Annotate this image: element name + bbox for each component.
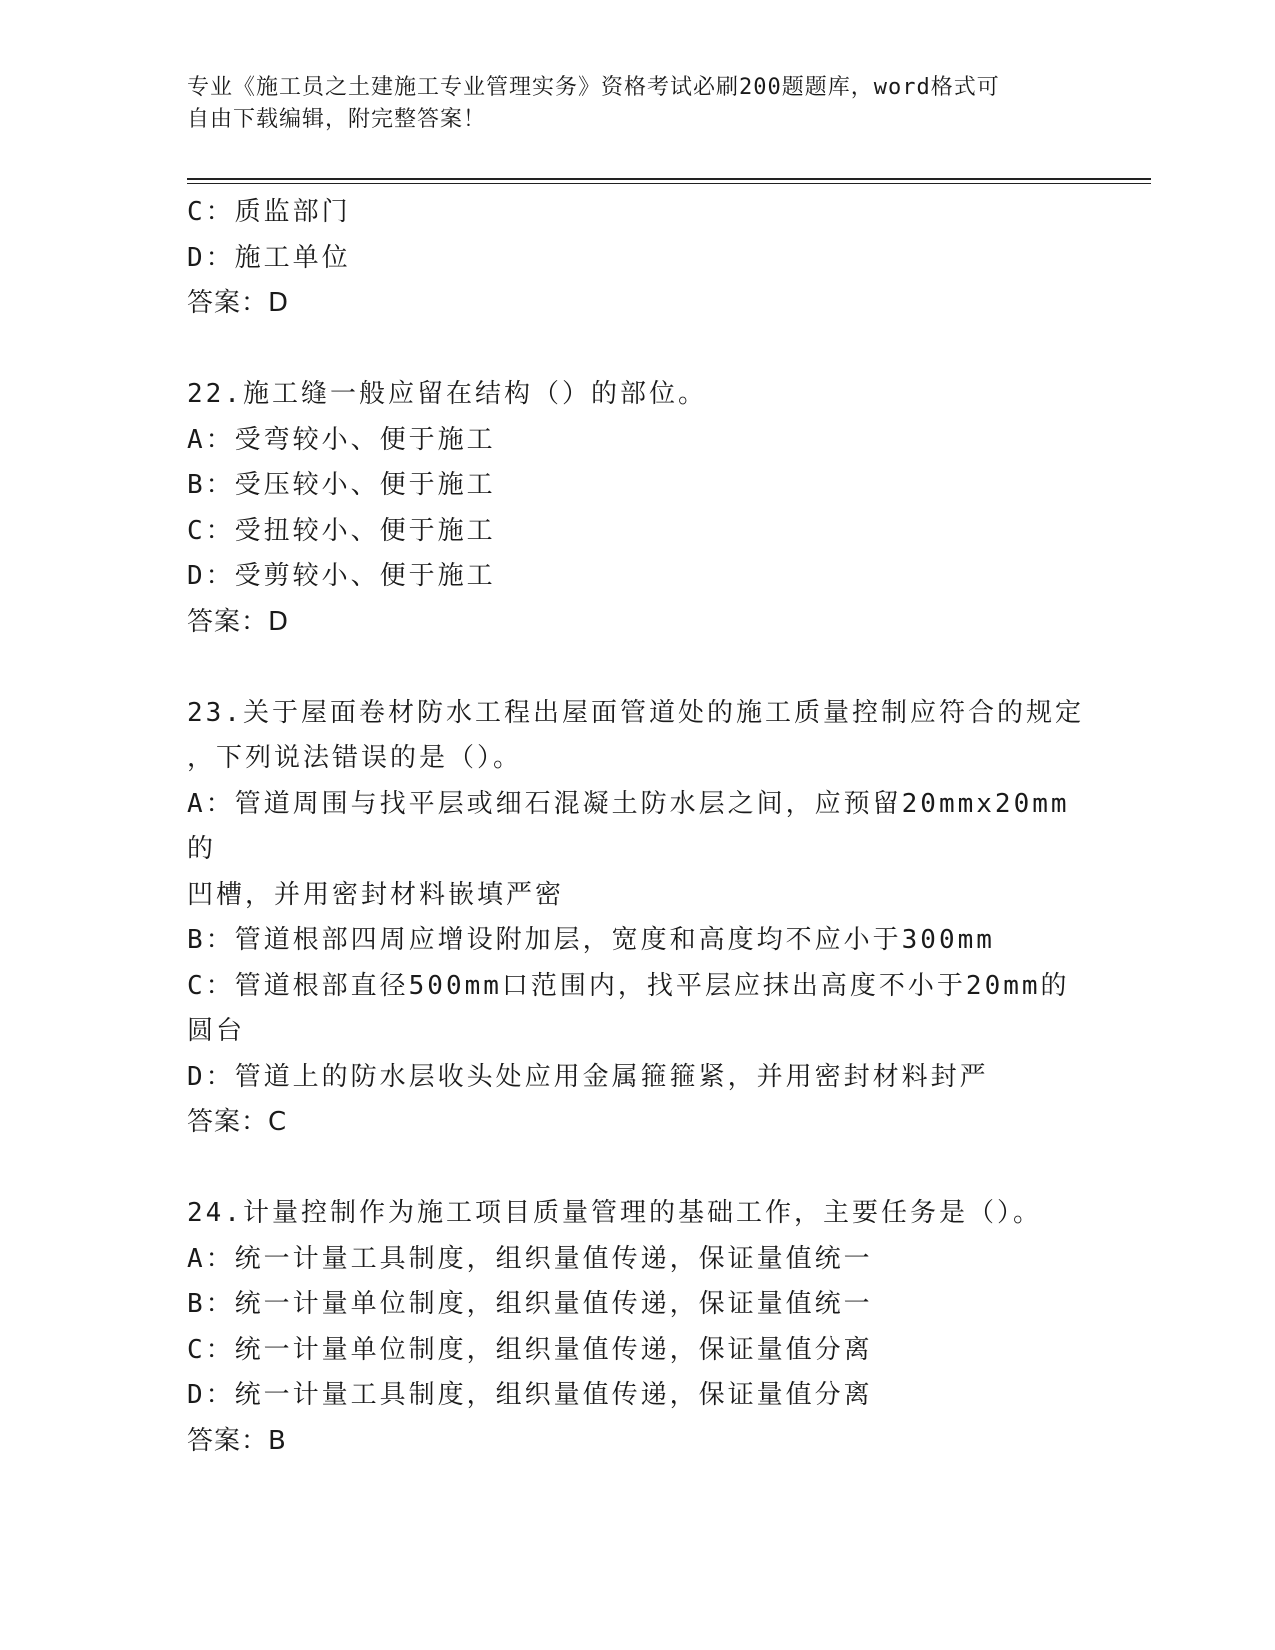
answer-label: 答案：B bbox=[187, 1425, 287, 1456]
question-block-22 bbox=[187, 372, 1087, 645]
answer-label: 答案：C bbox=[187, 1107, 288, 1137]
question-text-line-2: ，下列说法错误的是（）。 bbox=[187, 743, 523, 773]
answer-label: 答案：D bbox=[187, 606, 290, 637]
header-divider-thick bbox=[187, 178, 1151, 180]
document-header bbox=[187, 72, 1067, 136]
option-c-line-2: 圆台 bbox=[187, 1016, 246, 1046]
question-block-23 bbox=[187, 691, 1087, 1146]
option-a: A：统一计量工具制度，组织量值传递，保证量值统一 bbox=[187, 1243, 873, 1274]
question-text-line-1: 23.关于屋面卷材防水工程出屋面管道处的施工质量控制应符合的规定 bbox=[187, 697, 1084, 728]
option-d: D：管道上的防水层收头处应用金属箍箍紧，并用密封材料封严 bbox=[187, 1061, 989, 1092]
question-block-21 bbox=[187, 190, 1087, 327]
option-d: D：受剪较小、便于施工 bbox=[187, 561, 496, 591]
option-d: D：施工单位 bbox=[187, 242, 351, 273]
option-c: C：受扭较小、便于施工 bbox=[187, 515, 496, 546]
answer-label: 答案：D bbox=[187, 288, 290, 318]
option-b: B：管道根部四周应增设附加层，宽度和高度均不应小于300mm bbox=[187, 925, 995, 955]
option-c: C：质监部门 bbox=[187, 197, 351, 227]
option-a-line-2: 凹槽，并用密封材料嵌填严密 bbox=[187, 879, 565, 910]
header-divider-thin bbox=[187, 183, 1151, 184]
option-a-line-1: A：管道周围与找平层或细石混凝土防水层之间，应预留20mmx20mm的 bbox=[187, 788, 1070, 864]
option-b: B：统一计量单位制度，组织量值传递，保证量值统一 bbox=[187, 1289, 873, 1319]
header-title-line-2: 自由下载编辑，附完整答案！ bbox=[187, 107, 487, 132]
option-c: C：统一计量单位制度，组织量值传递，保证量值分离 bbox=[187, 1334, 873, 1365]
option-a: A：受弯较小、便于施工 bbox=[187, 424, 496, 455]
option-c-line-1: C：管道根部直径500mm口范围内，找平层应抹出高度不小于20mm的 bbox=[187, 970, 1070, 1001]
question-text: 24.计量控制作为施工项目质量管理的基础工作，主要任务是（）。 bbox=[187, 1198, 1042, 1228]
spacer bbox=[187, 327, 1087, 373]
header-title-line-1: 专业《施工员之土建施工专业管理实务》资格考试必刷200题题库，word格式可 bbox=[187, 75, 1000, 100]
question-block-24 bbox=[187, 1191, 1087, 1464]
option-d: D：统一计量工具制度，组织量值传递，保证量值分离 bbox=[187, 1380, 873, 1410]
question-list bbox=[187, 190, 1087, 1464]
spacer bbox=[187, 1146, 1087, 1192]
question-text: 22.施工缝一般应留在结构（）的部位。 bbox=[187, 379, 707, 409]
spacer bbox=[187, 645, 1087, 691]
option-b: B：受压较小、便于施工 bbox=[187, 470, 496, 500]
